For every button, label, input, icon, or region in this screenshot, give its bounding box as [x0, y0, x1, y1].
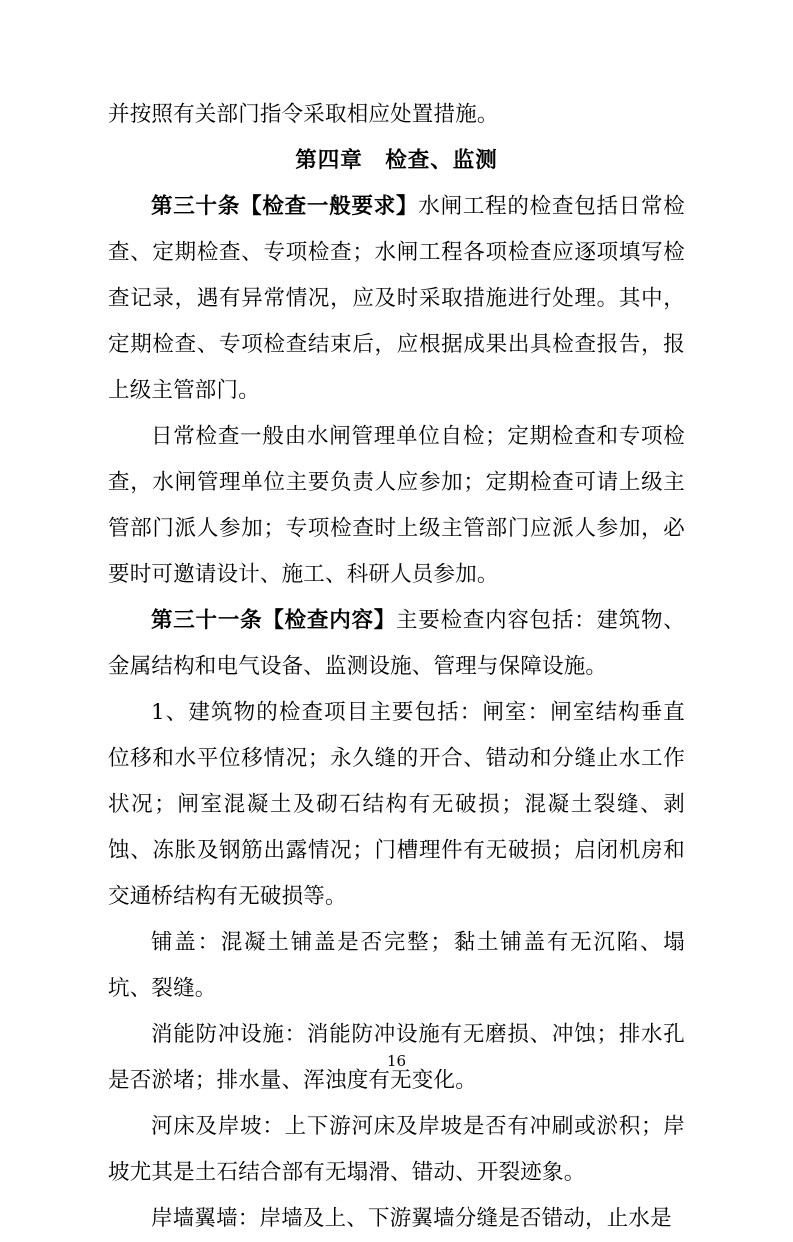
page-number: 16: [386, 1052, 407, 1070]
article-31-label: 第三十一条【检查内容】: [151, 608, 397, 633]
paragraph-item-energy-dissipation: 消能防冲设施：消能防冲设施有无磨损、冲蚀；排水孔是否淤堵；排水量、浑浊度有无变化。: [108, 1022, 685, 1093]
article-30-text: 水闸工程的检查包括日常检查、定期检查、专项检查；水闸工程各项检查应逐项填写检查记录，遇有异常情况，应及时采取措施进行处理。其中，定期检查、专项检查结束后，应根据成果出具检查报告，报上级主管部门。: [108, 194, 686, 403]
paragraph-item-wingwall: 岸墙翼墙：岸墙及上、下游翼墙分缝是否错动，止水是: [151, 1206, 672, 1231]
paragraph-article-30: [108, 184, 685, 414]
paragraph-item-structures: 1、建筑物的检查项目主要包括：闸室：闸室结构垂直位移和水平位移情况；永久缝的开合、错动和分缝止水工作状况；闸室混凝土及砌石结构有无破损；混凝土裂缝、剥蚀、冻胀及钢筋出露情况；门槽理件有无破损；启闭机房和交通桥结构有无破损等。: [108, 700, 685, 909]
paragraph-item-paving: 铺盖：混凝土铺盖是否完整；黏土铺盖有无沉陷、塌坑、裂缝。: [108, 930, 685, 1001]
article-31-text: 主要检查内容包括：建筑物、金属结构和电气设备、监测设施、管理与保障设施。: [108, 608, 685, 679]
paragraph-article-31: [108, 598, 685, 690]
article-30-label: 第三十条【检查一般要求】: [151, 194, 419, 219]
paragraph-item-riverbed-bank: 河床及岸坡：上下游河床及岸坡是否有冲刷或淤积；岸坡尤其是土石结合部有无塌滑、错动、开裂迹象。: [108, 1114, 685, 1185]
chapter-heading: 第四章 检查、监测: [295, 148, 498, 173]
paragraph-article-30-detail: 日常检查一般由水闸管理单位自检；定期检查和专项检查，水闸管理单位主要负责人应参加；定期检查可请上级主管部门派人参加；专项检查时上级主管部门应派人参加，必要时可邀请设计、施工、科研人员参加。: [108, 424, 685, 587]
paragraph-continued: 并按照有关部门指令采取相应处置措施。: [108, 102, 499, 127]
